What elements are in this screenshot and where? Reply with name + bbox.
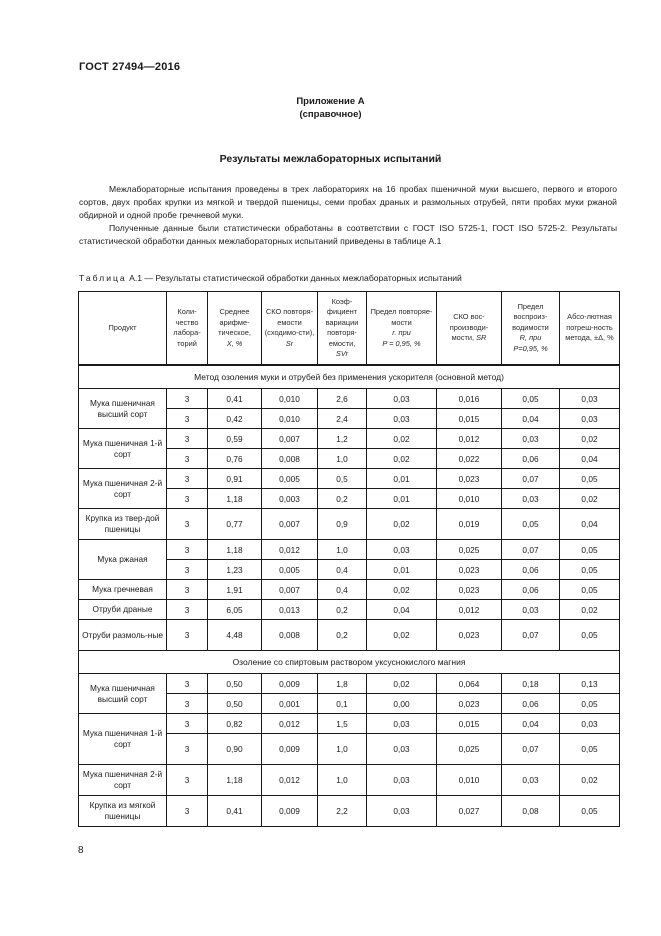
- absolute-error-cell: 0,03: [560, 714, 620, 734]
- sr-cell: 0,012: [262, 714, 318, 734]
- reproducibility-limit-cell: 0,07: [502, 734, 560, 765]
- table-caption-text: А.1 — Результаты статистической обработки данных межлабораторных испытаний: [129, 273, 462, 283]
- labs-cell: 3: [167, 600, 208, 620]
- mean-cell: 0,50: [208, 694, 262, 714]
- absolute-error-cell: 0,13: [560, 674, 620, 694]
- absolute-error-cell: 0,05: [560, 540, 620, 560]
- header-labs: Коли-чество лабора-торий: [167, 292, 208, 366]
- labs-cell: 3: [167, 409, 208, 429]
- section-header-row: [79, 365, 620, 389]
- repeatability-limit-cell: 0,00: [367, 694, 437, 714]
- table-row: [79, 620, 620, 651]
- product-cell: Мука пшеничная 2-й сорт: [79, 469, 167, 509]
- section-header-row: [79, 651, 620, 674]
- reproducibility-sd-cell: 0,023: [437, 560, 502, 580]
- labs-cell: 3: [167, 734, 208, 765]
- reproducibility-limit-cell: 0,04: [502, 409, 560, 429]
- paragraph-intro: [79, 183, 617, 222]
- mean-cell: 0,41: [208, 389, 262, 409]
- reproducibility-limit-cell: 0,07: [502, 469, 560, 489]
- labs-cell: 3: [167, 580, 208, 600]
- labs-cell: 3: [167, 449, 208, 469]
- annex-heading: [0, 95, 661, 121]
- reproducibility-sd-cell: 0,027: [437, 796, 502, 827]
- reproducibility-limit-cell: 0,05: [502, 509, 560, 540]
- reproducibility-limit-cell: 0,08: [502, 796, 560, 827]
- reproducibility-limit-cell: 0,03: [502, 429, 560, 449]
- sr-cell: 0,013: [262, 600, 318, 620]
- table-row: [79, 509, 620, 540]
- absolute-error-cell: 0,02: [560, 600, 620, 620]
- product-cell: Отруби размоль-ные: [79, 620, 167, 651]
- mean-cell: 0,76: [208, 449, 262, 469]
- reproducibility-sd-cell: 0,015: [437, 714, 502, 734]
- repeatability-limit-cell: 0,02: [367, 429, 437, 449]
- sr-cell: 0,001: [262, 694, 318, 714]
- sr-cell: 0,009: [262, 674, 318, 694]
- mean-cell: 0,50: [208, 674, 262, 694]
- labs-cell: 3: [167, 674, 208, 694]
- annex-subtitle: (справочное): [299, 109, 362, 120]
- absolute-error-cell: 0,05: [560, 469, 620, 489]
- product-cell: Мука ржаная: [79, 540, 167, 580]
- product-cell: Отруби драные: [79, 600, 167, 620]
- reproducibility-limit-cell: 0,07: [502, 540, 560, 560]
- svr-cell: 1,0: [318, 765, 367, 796]
- absolute-error-cell: 0,05: [560, 620, 620, 651]
- reproducibility-sd-cell: 0,023: [437, 694, 502, 714]
- absolute-error-cell: 0,02: [560, 429, 620, 449]
- mean-cell: 0,91: [208, 469, 262, 489]
- mean-cell: 1,23: [208, 560, 262, 580]
- product-cell: Мука пшеничная 1-й сорт: [79, 714, 167, 765]
- reproducibility-sd-cell: 0,010: [437, 765, 502, 796]
- sr-cell: 0,012: [262, 540, 318, 560]
- sr-cell: 0,003: [262, 489, 318, 509]
- labs-cell: 3: [167, 765, 208, 796]
- reproducibility-sd-cell: 0,023: [437, 580, 502, 600]
- reproducibility-sd-cell: 0,022: [437, 449, 502, 469]
- labs-cell: 3: [167, 694, 208, 714]
- repeatability-limit-cell: 0,01: [367, 489, 437, 509]
- absolute-error-cell: 0,02: [560, 765, 620, 796]
- repeatability-limit-cell: 0,02: [367, 449, 437, 469]
- labs-cell: 3: [167, 469, 208, 489]
- repeatability-limit-cell: 0,02: [367, 620, 437, 651]
- header-svr: Коэф-фициент вариации повторя-емости, SVr: [318, 292, 367, 366]
- table-row: [79, 429, 620, 449]
- absolute-error-cell: 0,05: [560, 560, 620, 580]
- svr-cell: 1,8: [318, 674, 367, 694]
- reproducibility-sd-cell: 0,012: [437, 429, 502, 449]
- repeatability-limit-cell: 0,01: [367, 469, 437, 489]
- repeatability-limit-cell: 0,03: [367, 389, 437, 409]
- reproducibility-limit-cell: 0,06: [502, 560, 560, 580]
- reproducibility-limit-cell: 0,06: [502, 694, 560, 714]
- labs-cell: 3: [167, 509, 208, 540]
- reproducibility-sd-cell: 0,012: [437, 600, 502, 620]
- reproducibility-sd-cell: 0,023: [437, 620, 502, 651]
- product-cell: Мука пшеничная 1-й сорт: [79, 429, 167, 469]
- table-row: [79, 540, 620, 560]
- mean-cell: 1,91: [208, 580, 262, 600]
- sr-cell: 0,008: [262, 449, 318, 469]
- repeatability-limit-cell: 0,02: [367, 580, 437, 600]
- labs-cell: 3: [167, 540, 208, 560]
- sr-cell: 0,007: [262, 580, 318, 600]
- sr-cell: 0,009: [262, 734, 318, 765]
- product-cell: Крупка из мягкой пшеницы: [79, 796, 167, 827]
- header-reproducibility-sd: СКО вос-производи-мости, SR: [437, 292, 502, 366]
- mean-cell: 0,82: [208, 714, 262, 734]
- paragraph-methods: [79, 222, 617, 248]
- page-number: 8: [78, 845, 84, 856]
- repeatability-limit-cell: 0,03: [367, 540, 437, 560]
- table-row: [79, 469, 620, 489]
- results-table: [78, 291, 620, 827]
- absolute-error-cell: 0,03: [560, 409, 620, 429]
- product-cell: Мука пшеничная 2-й сорт: [79, 765, 167, 796]
- section-title: Результаты межлабораторных испытаний: [219, 153, 442, 165]
- section-title-cell: Метод озоления муки и отрубей без применения ускорителя (основной метод): [79, 365, 620, 389]
- product-cell: Крупка из твер-дой пшеницы: [79, 509, 167, 540]
- reproducibility-limit-cell: 0,18: [502, 674, 560, 694]
- annex-title: Приложение А: [296, 96, 365, 107]
- repeatability-limit-cell: 0,03: [367, 409, 437, 429]
- absolute-error-cell: 0,05: [560, 734, 620, 765]
- svr-cell: 0,4: [318, 580, 367, 600]
- repeatability-limit-cell: 0,02: [367, 674, 437, 694]
- labs-cell: 3: [167, 560, 208, 580]
- mean-cell: 1,18: [208, 765, 262, 796]
- labs-cell: 3: [167, 429, 208, 449]
- reproducibility-limit-cell: 0,06: [502, 449, 560, 469]
- header-repeatability-limit: Предел повторяе-мости r. при P = 0,95, %: [367, 292, 437, 366]
- reproducibility-limit-cell: 0,03: [502, 600, 560, 620]
- sr-cell: 0,012: [262, 765, 318, 796]
- table-row: [79, 389, 620, 409]
- repeatability-limit-cell: 0,03: [367, 765, 437, 796]
- labs-cell: 3: [167, 489, 208, 509]
- reproducibility-limit-cell: 0,03: [502, 765, 560, 796]
- reproducibility-sd-cell: 0,064: [437, 674, 502, 694]
- svr-cell: 0,2: [318, 489, 367, 509]
- svr-cell: 0,2: [318, 600, 367, 620]
- svr-cell: 1,0: [318, 449, 367, 469]
- sr-cell: 0,010: [262, 409, 318, 429]
- svr-cell: 2,4: [318, 409, 367, 429]
- svr-cell: 1,0: [318, 734, 367, 765]
- table-body: [79, 365, 620, 827]
- document-id: ГОСТ 27494—2016: [79, 61, 181, 73]
- repeatability-limit-cell: 0,03: [367, 796, 437, 827]
- sr-cell: 0,007: [262, 509, 318, 540]
- reproducibility-limit-cell: 0,04: [502, 714, 560, 734]
- mean-cell: 1,18: [208, 489, 262, 509]
- mean-cell: 6,05: [208, 600, 262, 620]
- absolute-error-cell: 0,05: [560, 796, 620, 827]
- repeatability-limit-cell: 0,02: [367, 509, 437, 540]
- sr-cell: 0,005: [262, 469, 318, 489]
- mean-cell: 0,41: [208, 796, 262, 827]
- reproducibility-limit-cell: 0,07: [502, 620, 560, 651]
- repeatability-limit-cell: 0,03: [367, 714, 437, 734]
- absolute-error-cell: 0,05: [560, 694, 620, 714]
- mean-cell: 0,90: [208, 734, 262, 765]
- table-row: [79, 600, 620, 620]
- reproducibility-sd-cell: 0,010: [437, 489, 502, 509]
- paragraph-text: Межлабораторные испытания проведены в трех лабораториях на 16 пробах пшеничной муки высшего, первого и второго сортов, двух пробах крупки из мягкой и твердой пшеницы, семи пробах драных и размольных отрубей, пяти пробах муки ржаной обдирной и одной пробе гречневой муки.: [79, 184, 617, 220]
- reproducibility-sd-cell: 0,025: [437, 540, 502, 560]
- header-product: Продукт: [79, 292, 167, 366]
- reproducibility-limit-cell: 0,03: [502, 489, 560, 509]
- svr-cell: 2,2: [318, 796, 367, 827]
- svr-cell: 0,5: [318, 469, 367, 489]
- header-reproducibility-limit: Предел воспроиз-водимости R, при P=0,95, %: [502, 292, 560, 366]
- svr-cell: 0,4: [318, 560, 367, 580]
- repeatability-limit-cell: 0,04: [367, 600, 437, 620]
- labs-cell: 3: [167, 620, 208, 651]
- absolute-error-cell: 0,04: [560, 509, 620, 540]
- svr-cell: 1,0: [318, 540, 367, 560]
- absolute-error-cell: 0,05: [560, 580, 620, 600]
- mean-cell: 0,42: [208, 409, 262, 429]
- repeatability-limit-cell: 0,03: [367, 734, 437, 765]
- repeatability-limit-cell: 0,01: [367, 560, 437, 580]
- svr-cell: 1,5: [318, 714, 367, 734]
- table-row: [79, 580, 620, 600]
- svr-cell: 0,1: [318, 694, 367, 714]
- section-title-cell: Озоление со спиртовым раствором уксуснокислого магния: [79, 651, 620, 674]
- reproducibility-sd-cell: 0,015: [437, 409, 502, 429]
- svr-cell: 2,6: [318, 389, 367, 409]
- table-row: [79, 714, 620, 734]
- mean-cell: 1,18: [208, 540, 262, 560]
- product-cell: Мука пшеничная высший сорт: [79, 674, 167, 714]
- labs-cell: 3: [167, 796, 208, 827]
- sr-cell: 0,008: [262, 620, 318, 651]
- product-cell: Мука гречневая: [79, 580, 167, 600]
- reproducibility-sd-cell: 0,016: [437, 389, 502, 409]
- paragraph-text: Полученные данные были статистически обработаны в соответствии с ГОСТ ISO 5725-1, ГОСТ ISO 5725-2. Результаты статистической обработки данных межлабораторных испытаний приведены в таблице А.1: [79, 223, 617, 246]
- reproducibility-limit-cell: 0,05: [502, 389, 560, 409]
- sr-cell: 0,007: [262, 429, 318, 449]
- labs-cell: 3: [167, 389, 208, 409]
- absolute-error-cell: 0,04: [560, 449, 620, 469]
- reproducibility-limit-cell: 0,06: [502, 580, 560, 600]
- svr-cell: 0,2: [318, 620, 367, 651]
- table-row: [79, 796, 620, 827]
- absolute-error-cell: 0,02: [560, 489, 620, 509]
- product-cell: Мука пшеничная высший сорт: [79, 389, 167, 429]
- labs-cell: 3: [167, 714, 208, 734]
- mean-cell: 4,48: [208, 620, 262, 651]
- header-mean: Среднее арифме-тическое, X, %: [208, 292, 262, 366]
- header-sr: СКО повторя-емости (сходимо-сти), Sr: [262, 292, 318, 366]
- sr-cell: 0,009: [262, 796, 318, 827]
- reproducibility-sd-cell: 0,019: [437, 509, 502, 540]
- header-absolute-error: Абсо-лютная погреш-ность метода, ±Δ, %: [560, 292, 620, 366]
- mean-cell: 0,59: [208, 429, 262, 449]
- sr-cell: 0,005: [262, 560, 318, 580]
- reproducibility-sd-cell: 0,023: [437, 469, 502, 489]
- table-row: [79, 674, 620, 694]
- sr-cell: 0,010: [262, 389, 318, 409]
- reproducibility-sd-cell: 0,025: [437, 734, 502, 765]
- mean-cell: 0,77: [208, 509, 262, 540]
- table-caption: [79, 273, 462, 283]
- svr-cell: 1,2: [318, 429, 367, 449]
- table-header-row: [79, 292, 620, 366]
- absolute-error-cell: 0,03: [560, 389, 620, 409]
- table-row: [79, 765, 620, 796]
- svr-cell: 0,9: [318, 509, 367, 540]
- table-caption-label: Таблица: [79, 273, 127, 283]
